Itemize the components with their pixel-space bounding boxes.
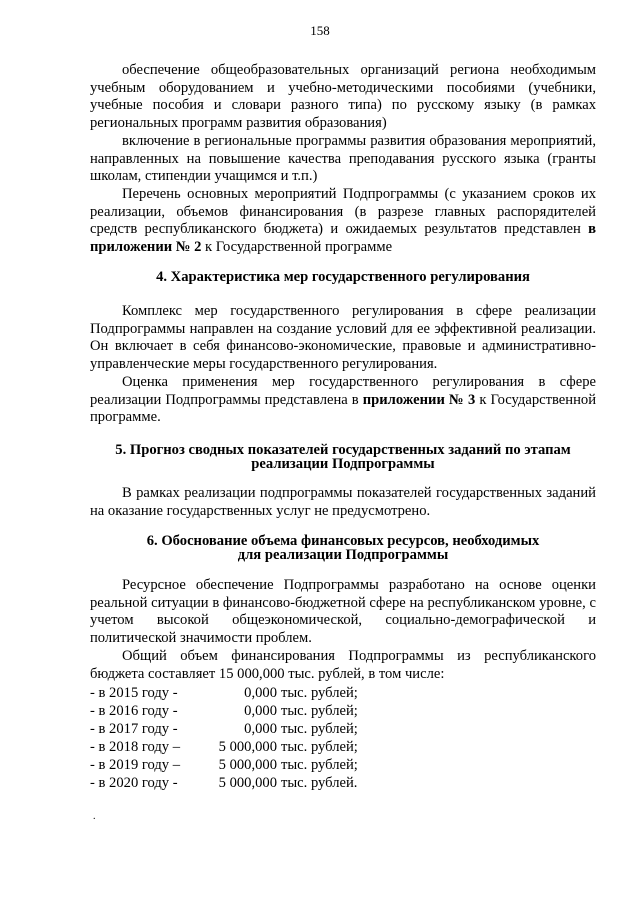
paragraph-activities-list bbox=[90, 186, 596, 257]
funding-amount: 5 000,000 bbox=[218, 757, 277, 773]
funding-item-2018 bbox=[90, 739, 596, 757]
section-5-heading-line-2: реализации Подпрограммы bbox=[251, 456, 435, 472]
paragraph-inclusion: включение в региональные программы развития образования мероприятий, направленных на повышение качества преподавания русского языка (гранты школам, стипендии учащимся и т.п.) bbox=[90, 133, 596, 185]
funding-item-2016 bbox=[90, 703, 596, 721]
funding-amount: 0,000 bbox=[244, 721, 277, 737]
funding-year-label: - в 2018 году – bbox=[90, 739, 181, 755]
section-4-heading: 4. Характеристика мер государственного регулирования bbox=[156, 269, 530, 285]
paragraph-assessment-tail: к Государственной программе. bbox=[90, 391, 596, 426]
funding-item-2017 bbox=[90, 721, 596, 739]
funding-item-2015 bbox=[90, 685, 596, 703]
funding-unit: тыс. рублей. bbox=[281, 775, 358, 791]
funding-year-label: - в 2017 году - bbox=[90, 721, 178, 737]
paragraph-activities-tail: к Государственной программе bbox=[201, 239, 393, 256]
section-6-heading-line-2: для реализации Подпрограммы bbox=[237, 547, 449, 563]
funding-year-label: - в 2016 году - bbox=[90, 703, 178, 719]
funding-amount: 0,000 bbox=[244, 685, 277, 701]
appendix-3-reference: приложении № 3 bbox=[362, 391, 476, 408]
funding-amount: 0,000 bbox=[244, 703, 277, 719]
funding-unit: тыс. рублей; bbox=[281, 757, 358, 773]
funding-year-label: - в 2015 году - bbox=[90, 685, 178, 701]
funding-year-label: - в 2020 году - bbox=[90, 775, 178, 791]
section-5-heading-line-1: 5. Прогноз сводных показателей государственных заданий по этапам bbox=[115, 442, 571, 458]
section-6-heading bbox=[90, 534, 596, 562]
funding-unit: тыс. рублей; bbox=[281, 703, 358, 719]
funding-amount: 5 000,000 bbox=[218, 739, 277, 755]
funding-unit: тыс. рублей; bbox=[281, 685, 358, 701]
page-number: 158 bbox=[310, 23, 330, 38]
paragraph-regulation-assessment bbox=[90, 374, 596, 427]
funding-unit: тыс. рублей; bbox=[281, 721, 358, 737]
paragraph-regulation-complex: Комплекс мер государственного регулирования в сфере реализации Подпрограммы направлен на создание условий для ее эффективной реализации. Он включает в себя финансово-экономические, правовые и административно-управленческие меры государственного регулирования. bbox=[90, 303, 596, 373]
paragraph-activities-text: Перечень основных мероприятий Подпрограммы (с указанием сроков их реализации, объемов финансирования (в разрезе главных распорядителей средств республиканского бюджета) и ожидаемых результатов представлен bbox=[90, 186, 596, 238]
appendix-2-reference: в приложении № 2 bbox=[90, 221, 596, 256]
funding-item-2020 bbox=[90, 775, 596, 793]
section-6-heading-line-1: 6. Обоснование объема финансовых ресурсов, необходимых bbox=[146, 533, 540, 549]
section-5-heading bbox=[90, 443, 596, 471]
funding-unit: тыс. рублей; bbox=[281, 739, 358, 755]
funding-year-label: - в 2019 году – bbox=[90, 757, 181, 773]
paragraph-equipment: обеспечение общеобразовательных организаций региона необходимым учебным оборудованием и учебно-методическими пособиями (учебники, учебные пособия и словари разного типа) по русскому языку (в рамках региональных программ развития образования) bbox=[90, 62, 596, 132]
paragraph-total-funding: Общий объем финансирования Подпрограммы из республиканского бюджета составляет 15 000,000 тыс. рублей, в том числе: bbox=[90, 648, 596, 682]
paragraph-resource-provision: Ресурсное обеспечение Подпрограммы разработано на основе оценки реальной ситуации в финансово-бюджетной сфере на республиканском уровне, с учетом высокой общеэкономической, социально-демографической и политической значимости проблем. bbox=[90, 577, 596, 647]
paragraph-state-tasks: В рамках реализации подпрограммы показателей государственных заданий на оказание государственных услуг не предусмотрено. bbox=[90, 485, 596, 519]
funding-item-2019 bbox=[90, 757, 596, 775]
paragraph-assessment-text: Оценка применения мер государственного регулирования в сфере реализации Подпрограммы представлена в bbox=[90, 374, 596, 408]
funding-amount: 5 000,000 bbox=[218, 775, 277, 791]
trailing-mark: . bbox=[93, 811, 96, 822]
